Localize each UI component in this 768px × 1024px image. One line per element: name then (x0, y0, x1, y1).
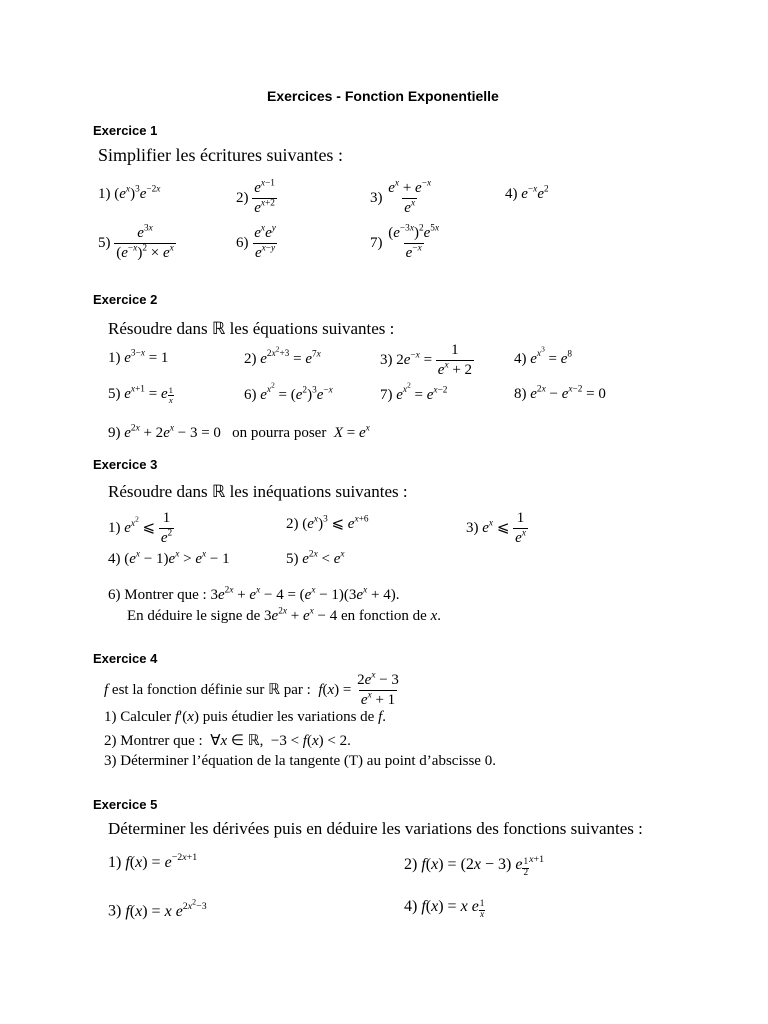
ex1-item-4 (505, 186, 549, 203)
ex3-item-6-deduce: En déduire le signe de $3e^{2x} + e^x - 4$ en fonction de x. (127, 606, 441, 624)
item-label: 1) (108, 854, 122, 871)
equation: $e^{2x^2+3} = e^{7x}$ (260, 345, 321, 367)
item-label: 6) (236, 235, 249, 252)
item-label: 2) (244, 350, 257, 367)
expression: $3e^{2x} + e^x - 4$ (264, 606, 338, 624)
ex3-item-1 (108, 510, 174, 548)
equation: $2e^{-x}$ = $\frac{1}{e^x + 2}$ (396, 342, 473, 379)
equation: $e^{x+1} = e$ $\frac{1}{x}$ (124, 384, 173, 406)
item-label: 3) (466, 520, 479, 537)
intro-text: est la fonction définie sur ℝ par : (111, 682, 311, 699)
deduce-text-end: en fonction de (341, 608, 427, 624)
ex2-item-9 (108, 425, 370, 442)
q6-text: Montrer que : (124, 587, 207, 603)
item-label: 6) (108, 587, 121, 603)
item-label: 2) (286, 516, 299, 532)
function-definition: f(x) = $\frac{2e^x - 3}{e^x + 1}$ (318, 670, 399, 709)
inequation: $e^{x^2}$ ⩽ $\frac{1}{e^2}$ (124, 510, 173, 547)
item-label: 3) (104, 753, 117, 769)
expression: $\frac{e^{x-1}}{e^{x+2}}$ (254, 178, 275, 217)
identity: $3e^{2x} + e^x - 4 = (e^x - 1)(3e^x + 4)$. (210, 585, 400, 603)
equation: $e^{2x} - e^{x-2} = 0$ (530, 384, 606, 402)
item-label: 3) (380, 352, 393, 369)
inequation: $(e^x)^3$ ⩽ $e^{x+6}$ (302, 514, 369, 532)
exercise-3-instruction: Résoudre dans ℝ les inéquations suivantes : (108, 482, 408, 501)
ex4-item-1: 1) Calculer f′(x) puis étudier les variations de f. (104, 709, 386, 725)
ex2-item-3 (380, 342, 474, 380)
item-label: 4) (108, 551, 121, 567)
ex3-item-2 (286, 514, 369, 533)
item-label: 1) (104, 709, 117, 725)
item-label: 4) (404, 898, 418, 915)
equation: $e^{2x} + 2e^x - 3 = 0$ (124, 423, 221, 441)
exercise-5-instruction: Déterminer les dérivées puis en déduire les variations des fonctions suivantes : (108, 819, 643, 838)
function: f(x) = (2x − 3) e $\frac{1}{2}$ $^{x+1}$ (421, 854, 545, 878)
item-label: 8) (514, 386, 527, 402)
inequation: $(e^x - 1)e^x > e^x - 1$ (124, 549, 230, 567)
exercise-5-heading: Exercice 5 (93, 797, 158, 812)
ex5-item-2 (404, 856, 544, 878)
ex3-item-4 (108, 551, 230, 568)
ex2-item-7 (380, 381, 448, 404)
ex1-item-3 (370, 180, 433, 218)
item-label: 2) (404, 856, 418, 873)
page-title: Exercices - Fonction Exponentielle (267, 88, 499, 104)
function: $f(x) = e^{-2x+1}$ (125, 852, 198, 871)
ex4-intro: f est la fonction définie sur ℝ par : f(x) = $\frac{2e^x - 3}{e^x + 1}$ (104, 670, 399, 709)
exercise-2-instruction: Résoudre dans ℝ les équations suivantes : (108, 319, 395, 338)
ex1-item-5 (98, 225, 176, 263)
exercise-2-heading: Exercice 2 (93, 292, 158, 307)
item-label: 1) (108, 520, 121, 537)
ex5-item-3 (108, 897, 207, 921)
ex2-item-6 (244, 381, 333, 404)
expression: $e^{-x}e^2$ (521, 184, 549, 202)
function: f(x) = x $e^{2x^2-3}$ (125, 897, 207, 920)
inequation: $e^{2x} < e^x$ (302, 549, 345, 567)
ex4-item-3 (104, 753, 496, 770)
equation: $e^{x^2} = e^{x-2}$ (396, 381, 448, 403)
exercise-1-heading: Exercice 1 (93, 123, 158, 138)
exercise-3-heading: Exercice 3 (93, 457, 158, 472)
ex3-item-3 (466, 510, 528, 548)
ex2-item-5 (108, 386, 174, 405)
ex2-item-8 (514, 386, 606, 403)
item-label: 3) (370, 190, 383, 207)
ex1-item-2 (236, 180, 277, 218)
ex2-item-1 (108, 350, 168, 367)
item-label: 9) (108, 425, 121, 441)
q3-text: Déterminer l’équation de la tangente (T) au point d’abscisse 0. (120, 753, 496, 769)
item-label: 3) (108, 902, 122, 920)
equation: $e^{x^3} = e^8$ (530, 345, 573, 367)
item-label: 5) (286, 551, 299, 567)
item-label: 1) (108, 350, 121, 366)
item-label: 2) (236, 190, 249, 207)
q1-text-end: puis étudier les variations de (202, 709, 375, 725)
item-label: 5) (108, 386, 121, 402)
exercise-4-heading: Exercice 4 (93, 651, 158, 666)
expression: $\frac{e^xe^y}{e^{x-y}}$ (254, 223, 276, 262)
ex5-item-1 (108, 854, 197, 872)
ex3-item-5 (286, 551, 345, 568)
ex4-item-2 (104, 731, 351, 750)
equation: $e^{3-x} = 1$ (124, 348, 169, 366)
item-label: 4) (514, 350, 527, 367)
ex1-item-6 (236, 225, 278, 263)
expression: $\frac{(e^{-3x})^2e^{5x}}{e^{-x}}$ (388, 223, 440, 262)
item-label: 6) (244, 386, 257, 403)
expression: $\frac{e^x + e^{-x}}{e^x}$ (388, 178, 432, 217)
item-label: 5) (98, 235, 111, 252)
deduce-text: En déduire le signe de (127, 608, 261, 624)
expression: $\frac{e^{3x}}{(e^{-x})^2 \times e^x}$ (116, 223, 174, 262)
inequation: $e^x$ ⩽ $\frac{1}{e^x}$ (482, 510, 526, 547)
ex2-item-2 (244, 345, 321, 368)
ex5-item-4 (404, 898, 485, 920)
function: f(x) = x e $\frac{1}{x}$ (421, 898, 485, 920)
ex1-item-1 (98, 186, 160, 203)
q2-text: Montrer que : (120, 733, 203, 749)
item-label: 4) (505, 186, 518, 202)
q1-text: Calculer (120, 709, 172, 725)
equation: $e^{x^2} = (e^2)^3e^{-x}$ (260, 381, 333, 403)
ex1-item-7 (370, 225, 441, 263)
item-label: 7) (380, 386, 393, 403)
inequality: ∀x ∈ ℝ, −3 < f(x) < 2. (210, 733, 351, 749)
item-label: 1) (98, 186, 111, 202)
hint-text: on pourra poser (232, 425, 327, 441)
item-label: 7) (370, 235, 383, 252)
ex3-item-6 (108, 587, 399, 604)
exercise-1-instruction: Simplifier les écritures suivantes : (98, 145, 343, 165)
expression: $(e^x)^3e^{-2x}$ (114, 184, 161, 202)
substitution: $X = e^x$ (333, 423, 370, 441)
item-label: 2) (104, 733, 117, 749)
ex2-item-4 (514, 345, 573, 368)
